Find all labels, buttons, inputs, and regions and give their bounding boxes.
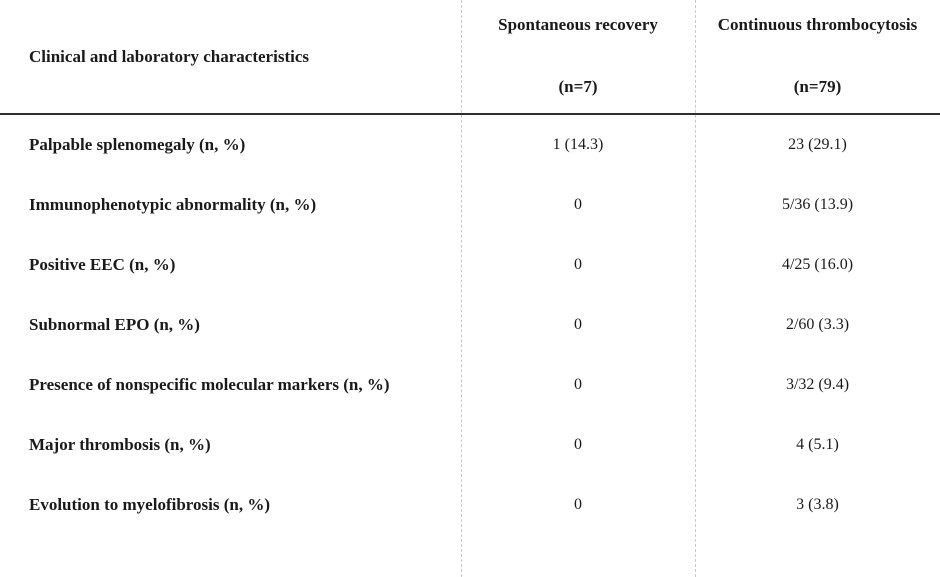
header-characteristics: Clinical and laboratory characteristics <box>29 46 309 66</box>
row-label-cell: Presence of nonspecific molecular markers (n, %) <box>29 375 390 394</box>
continuous-value-cell: 4/25 (16.0) <box>781 256 854 273</box>
spontaneous-value-cell: 0 <box>574 376 582 393</box>
header-spontaneous-recovery <box>461 0 695 113</box>
spontaneous-value-cell: 0 <box>574 496 582 513</box>
table-row <box>0 175 940 235</box>
row-label-cell: Evolution to myelofibrosis (n, %) <box>29 495 271 514</box>
header-spontaneous-title: Spontaneous recovery <box>498 15 658 34</box>
continuous-value-cell: 4 (5.1) <box>796 436 839 453</box>
row-label-cell: Major thrombosis (n, %) <box>29 435 211 454</box>
header-continuous-thrombocytosis <box>695 0 940 113</box>
continuous-value-cell: 5/36 (13.9) <box>781 196 854 213</box>
table-row <box>0 475 940 535</box>
spontaneous-value-cell: 0 <box>574 196 582 213</box>
table-row <box>0 295 940 355</box>
header-spontaneous-n: (n=7) <box>558 77 598 96</box>
spontaneous-value-cell: 1 (14.3) <box>552 136 604 153</box>
header-continuous-title: Continuous thrombocytosis <box>717 15 918 34</box>
row-label-cell: Positive EEC (n, %) <box>29 255 176 274</box>
spontaneous-value-cell: 0 <box>574 436 582 453</box>
row-label-cell: Subnormal EPO (n, %) <box>29 315 200 334</box>
table-header-row <box>0 0 940 115</box>
header-continuous-n: (n=79) <box>793 77 842 96</box>
continuous-value-cell: 3 (3.8) <box>796 496 839 513</box>
spontaneous-value-cell: 0 <box>574 316 582 333</box>
continuous-value-cell: 23 (29.1) <box>788 136 847 153</box>
continuous-value-cell: 2/60 (3.3) <box>785 316 850 333</box>
table-row <box>0 235 940 295</box>
continuous-value-cell: 3/32 (9.4) <box>785 376 850 393</box>
row-label-cell: Palpable splenomegaly (n, %) <box>29 135 246 154</box>
table-row <box>0 115 940 175</box>
row-label-cell: Immunophenotypic abnormality (n, %) <box>29 195 317 214</box>
table-row <box>0 355 940 415</box>
spontaneous-value-cell: 0 <box>574 256 582 273</box>
table-row <box>0 415 940 475</box>
